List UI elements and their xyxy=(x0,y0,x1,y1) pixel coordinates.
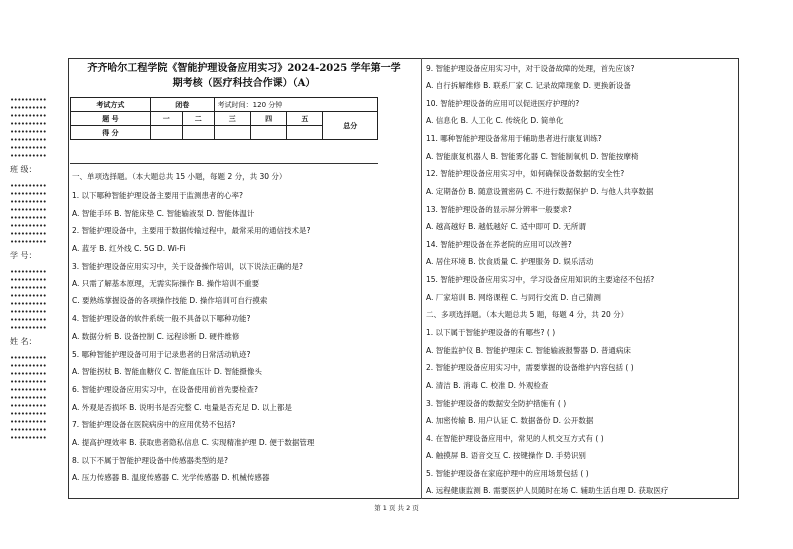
options: C. 要熟练掌握设备的各项操作技能 D. 操作培训可自行摸索 xyxy=(72,296,268,305)
binding-dots: •••••••••• xyxy=(10,136,47,144)
section-heading: 二、多项选择题。（本大题总共 5 题，每题 4 分，共 20 分） xyxy=(426,310,629,319)
options: A. 压力传感器 B. 温度传感器 C. 光学传感器 D. 机械传感器 xyxy=(72,473,270,482)
binding-dots: •••••••••• xyxy=(10,284,47,292)
options: A. 智能拐杖 B. 智能血糖仪 C. 智能血压计 D. 智能摄像头 xyxy=(72,367,262,376)
question: 1. 以下属于智能护理设备的有哪些? ( ) xyxy=(426,328,556,337)
binding-dots: •••••••••• xyxy=(10,222,47,230)
total-score-label: 总分 xyxy=(323,112,378,140)
binding-dots: •••••••••• xyxy=(10,308,47,316)
options: A. 蓝牙 B. 红外线 C. 5G D. Wi-Fi xyxy=(72,244,186,253)
options: A. 远程健康监测 B. 需要医护人员随时在场 C. 辅助生活自理 D. 获取医疗 xyxy=(426,486,669,495)
options: A. 居住环境 B. 饮食质量 C. 护理服务 D. 娱乐活动 xyxy=(426,257,594,266)
question: 15. 智能护理设备应用实习中，学习设备应用知识的主要途径不包括? xyxy=(426,275,655,284)
exam-title xyxy=(74,61,414,91)
score-row-label: 得 分 xyxy=(71,126,151,140)
options: A. 只需了解基本原理，无需实际操作 B. 操作培训不重要 xyxy=(72,279,260,288)
score-cell[interactable] xyxy=(150,126,182,140)
exam-time: 考试时间：120 分钟 xyxy=(214,98,377,112)
class-label: 班 级： xyxy=(10,165,37,174)
student-id-label: 学 号： xyxy=(10,251,37,260)
score-header-4: 四 xyxy=(250,112,286,126)
binding-dots: •••••••••• xyxy=(10,206,47,214)
question: 10. 智能护理设备的应用可以促进医疗护理的? xyxy=(426,99,580,108)
binding-dots: •••••••••• xyxy=(10,152,47,160)
binding-dots: •••••••••• xyxy=(10,230,47,238)
question: 3. 智能护理设备的数据安全防护措施有 ( ) xyxy=(426,399,567,408)
binding-dots: •••••••••• xyxy=(10,300,47,308)
score-header-2: 二 xyxy=(182,112,214,126)
options: A. 自行拆解维修 B. 联系厂家 C. 记录故障现象 D. 更换新设备 xyxy=(426,81,631,90)
binding-dots: •••••••••• xyxy=(10,370,47,378)
options: A. 越高越好 B. 越低越好 C. 适中即可 D. 无所谓 xyxy=(426,222,586,231)
options: A. 加密传输 B. 用户认证 C. 数据备份 D. 公开数据 xyxy=(426,416,594,425)
question: 5. 智能护理设备在家庭护理中的应用场景包括 ( ) xyxy=(426,469,589,478)
question: 6. 智能护理设备应用实习中，在设备使用前首先要检查? xyxy=(72,385,259,394)
binding-dots: •••••••••• xyxy=(10,182,47,190)
options: A. 外观是否损坏 B. 说明书是否完整 C. 电量是否充足 D. 以上都是 xyxy=(72,403,292,412)
binding-dots: •••••••••• xyxy=(10,316,47,324)
options: A. 智能手环 B. 智能床垫 C. 智能输液泵 D. 智能体温计 xyxy=(72,209,255,218)
question: 13. 智能护理设备的显示屏分辨率一般要求? xyxy=(426,205,572,214)
binding-dots: •••••••••• xyxy=(10,434,47,442)
options: A. 智能康复机器人 B. 智能雾化器 C. 智能制氧机 D. 智能按摩椅 xyxy=(426,152,639,161)
binding-dots: •••••••••• xyxy=(10,386,47,394)
exam-method-value: 闭卷 xyxy=(150,98,214,112)
page-number: 第 1 页 共 2 页 xyxy=(374,504,419,512)
question: 11. 哪种智能护理设备常用于辅助患者进行康复训练? xyxy=(426,134,602,143)
section-heading: 一、单项选择题。（本大题总共 15 小题，每题 2 分，共 30 分） xyxy=(72,172,287,181)
options: A. 触摸屏 B. 语音交互 C. 按键操作 D. 手势识别 xyxy=(426,451,586,460)
score-cell[interactable] xyxy=(250,126,286,140)
options: A. 智能监护仪 B. 智能护理床 C. 智能输液报警器 D. 普通病床 xyxy=(426,346,631,355)
score-header-5: 五 xyxy=(287,112,323,126)
question: 2. 智能护理设备中，主要用于数据传输过程中，最常采用的通信技术是? xyxy=(72,226,311,235)
binding-dots: •••••••••• xyxy=(10,324,47,332)
name-label: 姓 名： xyxy=(10,337,37,346)
options: A. 定期备份 B. 随意设置密码 C. 不进行数据保护 D. 与他人共享数据 xyxy=(426,187,654,196)
title-line-1: 齐齐哈尔工程学院《智能护理设备应用实习》2024-2025 学年第一学 xyxy=(87,63,401,74)
binding-dots: •••••••••• xyxy=(10,104,47,112)
binding-dots: •••••••••• xyxy=(10,402,47,410)
question: 12. 智能护理设备应用实习中，如何确保设备数据的安全性? xyxy=(426,169,625,178)
options: A. 信息化 B. 人工化 C. 传统化 D. 简单化 xyxy=(426,116,564,125)
section-divider xyxy=(70,163,378,164)
binding-dots: •••••••••• xyxy=(10,426,47,434)
binding-dots: •••••••••• xyxy=(10,378,47,386)
score-cell[interactable] xyxy=(214,126,250,140)
question: 3. 智能护理设备应用实习中，关于设备操作培训，以下说法正确的是? xyxy=(72,262,304,271)
score-header-1: 一 xyxy=(150,112,182,126)
options: A. 清洁 B. 消毒 C. 校准 D. 外观检查 xyxy=(426,381,549,390)
question: 5. 哪种智能护理设备可用于记录患者的日常活动轨迹? xyxy=(72,350,251,359)
score-table xyxy=(70,97,378,140)
exam-method-label: 考试方式 xyxy=(71,98,151,112)
binding-dots: •••••••••• xyxy=(10,128,47,136)
binding-dots: •••••••••• xyxy=(10,354,47,362)
question: 4. 在智能护理设备应用中，常见的人机交互方式有 ( ) xyxy=(426,434,604,443)
binding-dots: •••••••••• xyxy=(10,394,47,402)
binding-dots: •••••••••• xyxy=(10,410,47,418)
question: 8. 以下不属于智能护理设备中传感器类型的是? xyxy=(72,456,229,465)
binding-dots: •••••••••• xyxy=(10,120,47,128)
score-header-label: 题 号 xyxy=(71,112,151,126)
question: 14. 智能护理设备在养老院的应用可以改善? xyxy=(426,240,572,249)
options: A. 提高护理效率 B. 获取患者隐私信息 C. 实现精准护理 D. 便于数据管理 xyxy=(72,438,315,447)
question: 9. 智能护理设备应用实习中，对于设备故障的处理，首先应该? xyxy=(426,64,635,73)
binding-dots: •••••••••• xyxy=(10,190,47,198)
score-cell[interactable] xyxy=(182,126,214,140)
binding-dots: •••••••••• xyxy=(10,96,47,104)
binding-dots: •••••••••• xyxy=(10,214,47,222)
binding-dots: •••••••••• xyxy=(10,238,47,246)
title-line-2: 期考核（医疗科技合作课）（A） xyxy=(172,78,316,89)
binding-dots: •••••••••• xyxy=(10,112,47,120)
options: A. 厂家培训 B. 网络课程 C. 与同行交流 D. 自己猜测 xyxy=(426,293,601,302)
score-cell[interactable] xyxy=(287,126,323,140)
binding-margin xyxy=(10,96,55,526)
binding-dots: •••••••••• xyxy=(10,362,47,370)
column-divider xyxy=(421,58,422,499)
binding-dots: •••••••••• xyxy=(10,418,47,426)
question: 4. 智能护理设备的软件系统一般不具备以下哪种功能? xyxy=(72,314,251,323)
options: A. 数据分析 B. 设备控制 C. 远程诊断 D. 硬件维修 xyxy=(72,332,240,341)
binding-dots: •••••••••• xyxy=(10,268,47,276)
binding-dots: •••••••••• xyxy=(10,144,47,152)
score-header-3: 三 xyxy=(214,112,250,126)
binding-dots: •••••••••• xyxy=(10,292,47,300)
question: 7. 智能护理设备在医院病房中的应用优势不包括? xyxy=(72,420,236,429)
binding-dots: •••••••••• xyxy=(10,198,47,206)
binding-dots: •••••••••• xyxy=(10,276,47,284)
question: 2. 智能护理设备应用实习中，需要掌握的设备维护内容包括 ( ) xyxy=(426,363,634,372)
question: 1. 以下哪种智能护理设备主要用于监测患者的心率? xyxy=(72,191,244,200)
